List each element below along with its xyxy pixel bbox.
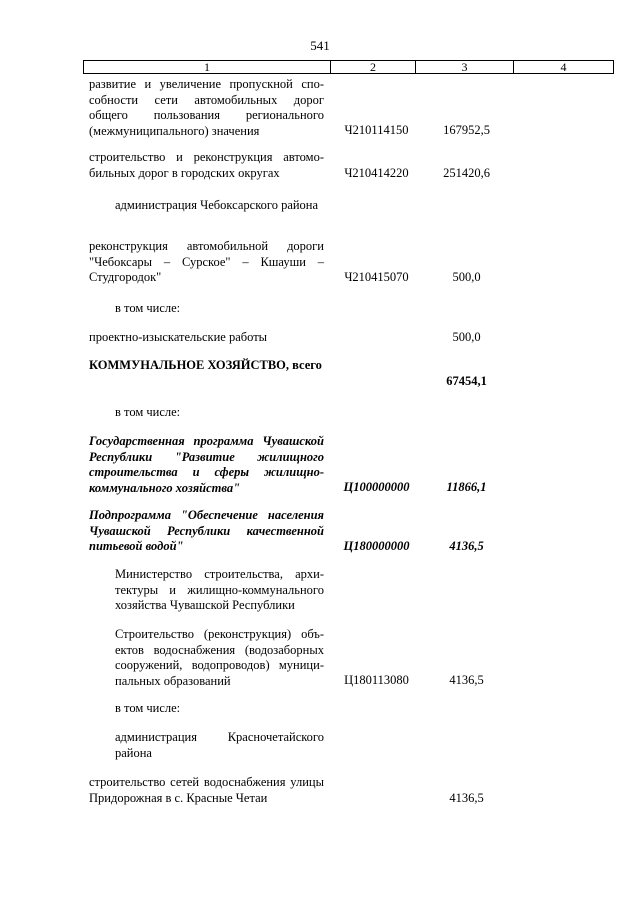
row-description: в том числе: bbox=[115, 701, 181, 715]
row-description: Государственная программа Чувашской Республики "Развитие жилищного строительства и сферы жилищно-коммунального хозяйства" bbox=[89, 434, 324, 495]
row-description: в том числе: bbox=[115, 405, 181, 419]
row-description: проектно-изыскательские работы bbox=[89, 330, 268, 344]
row-description: Подпрограмма "Обеспечение населения Чувашской Республики качественной питьевой водой" bbox=[89, 508, 324, 553]
row-amount: 500,0 bbox=[452, 330, 481, 344]
row-amount: 500,0 bbox=[452, 270, 481, 284]
column-header-2: 2 bbox=[331, 61, 416, 74]
row-code: Ч210414220 bbox=[344, 166, 409, 180]
row-description: Министерство строительства, архитектуры и жилищно-коммунального хозяйства Чувашской Республики bbox=[115, 567, 324, 612]
row-code: Ч210415070 bbox=[344, 270, 409, 284]
row-description: администрация Красночетайского района bbox=[115, 730, 324, 760]
row-amount: 67454,1 bbox=[446, 374, 487, 388]
row-description: реконструкция автомобильной дороги "Чебоксары – Сурское" – Кшауши – Студгородок" bbox=[89, 239, 324, 284]
page-number: 541 bbox=[310, 38, 330, 53]
column-header-3: 3 bbox=[416, 61, 514, 74]
row-code: Ц180113080 bbox=[344, 673, 409, 687]
row-amount: 4136,5 bbox=[449, 673, 484, 687]
row-description: строительство и реконструкция автомобильных дорог в городских округах bbox=[89, 150, 324, 180]
column-header-1: 1 bbox=[84, 61, 331, 74]
row-code: Ц180000000 bbox=[343, 539, 410, 553]
row-amount: 167952,5 bbox=[443, 123, 490, 137]
row-code: Ч210114150 bbox=[344, 123, 409, 137]
row-description: администрация Чебоксарского района bbox=[115, 198, 319, 212]
row-amount: 251420,6 bbox=[443, 166, 490, 180]
row-description: КОММУНАЛЬНОЕ ХОЗЯЙСТВО, всего bbox=[89, 358, 322, 372]
row-description: Строительство (реконструкция) объектов водоснабжения (водозаборных сооружений, водопроводов) муниципальных образований bbox=[115, 627, 324, 688]
row-amount: 11866,1 bbox=[446, 480, 487, 494]
column-header-row bbox=[83, 60, 614, 74]
row-description: развитие и увеличение пропускной способности сети автомобильных дорог общего пользования регионального (межмуниципального) значения bbox=[89, 77, 324, 138]
column-header-4: 4 bbox=[514, 61, 614, 74]
row-amount: 4136,5 bbox=[449, 791, 484, 805]
row-description: строительство сетей водоснабжения улицы Придорожная в с. Красные Четаи bbox=[89, 775, 324, 805]
row-description: в том числе: bbox=[115, 301, 181, 315]
row-code: Ц100000000 bbox=[343, 480, 410, 494]
row-amount: 4136,5 bbox=[449, 539, 484, 553]
